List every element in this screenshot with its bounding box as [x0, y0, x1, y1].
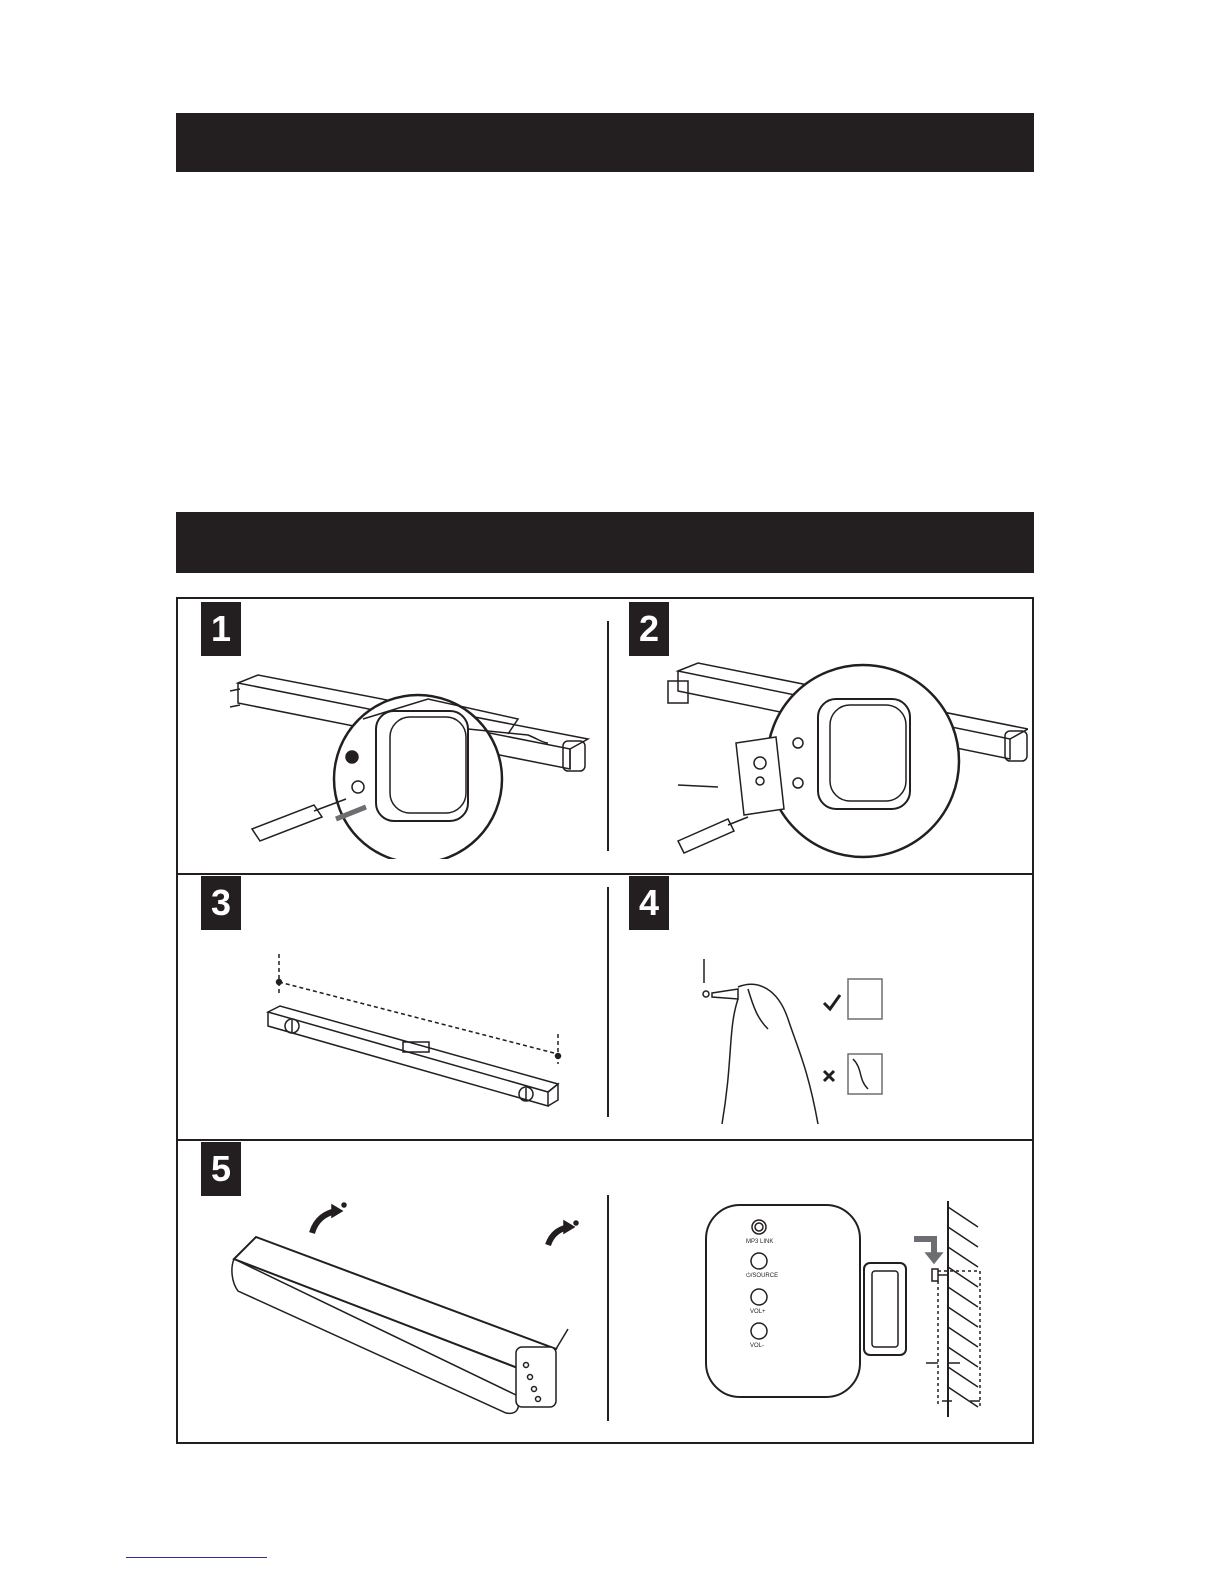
step5-side-panel-wall-illustration — [698, 1197, 998, 1417]
panel-button-label-vol-minus: VOL- — [750, 1343, 765, 1349]
panel-button-label-vol-plus: VOL+ — [750, 1309, 766, 1315]
step-number-3: 3 — [201, 876, 241, 930]
row-divider-1 — [178, 873, 1032, 875]
step4-wall-plug-illustration — [698, 959, 908, 1129]
column-divider-row1 — [607, 621, 609, 851]
step-number-5: 5 — [201, 1142, 241, 1196]
step1-remove-screws-illustration — [218, 659, 598, 859]
column-divider-row2 — [607, 887, 609, 1117]
footer-link-underline[interactable] — [126, 1557, 267, 1558]
section-header-bar-top — [176, 113, 1034, 172]
steps-frame — [176, 597, 1034, 1444]
column-divider-row3 — [607, 1195, 609, 1421]
step2-attach-bracket-illustration — [648, 651, 1028, 861]
step-number-4: 4 — [629, 876, 669, 930]
row-divider-2 — [178, 1139, 1032, 1141]
step3-level-marking-illustration — [258, 954, 588, 1134]
step-number-1: 1 — [201, 602, 241, 656]
step-number-2: 2 — [629, 602, 669, 656]
step5-soundbar-hang-illustration — [216, 1199, 596, 1419]
panel-button-label-mp3-link: MP3 LINK — [746, 1239, 774, 1245]
panel-button-label-source: ⏻/SOURCE — [746, 1273, 779, 1279]
section-header-bar-wall-mount — [176, 512, 1034, 573]
